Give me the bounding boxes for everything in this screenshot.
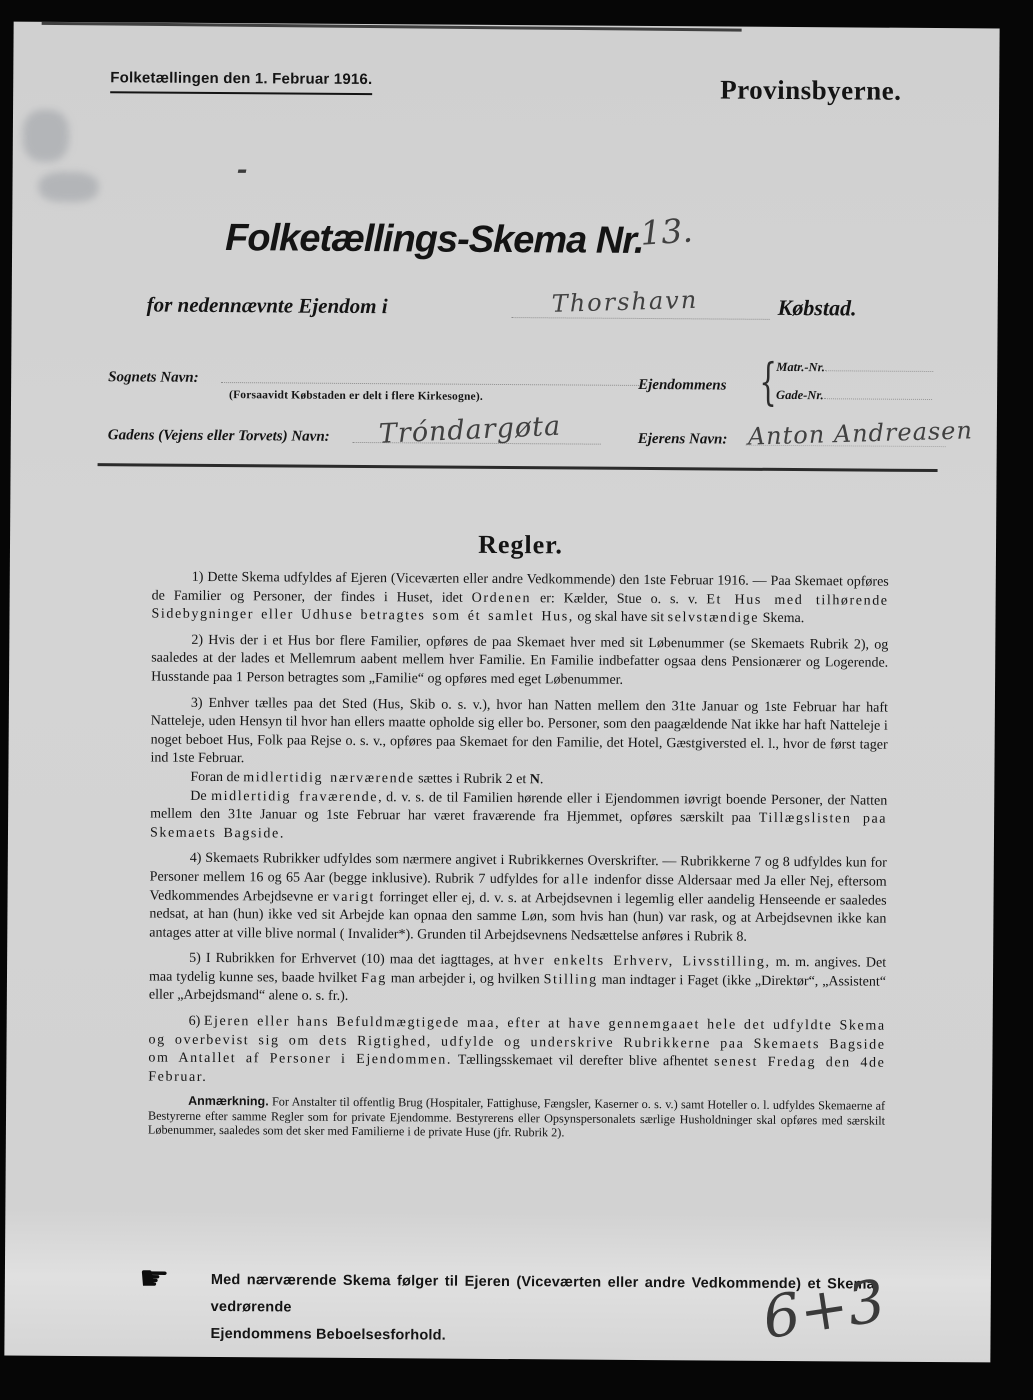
rule-paragraph-3c: De midlertidig fraværende, d. v. s. de til Familien hørende eller i Ejendommen iøvrigt boende Personer, der Natten mellem den 31te Januar og 1ste Februar har været fraværende fra Hjemmet, opføres særskilt paa Tillægslisten paa Skemaets Bagside. (149, 788, 888, 842)
rule-paragraph-3b: Foran de midlertidig nærværende sættes i Rubrik 2 et N. (190, 769, 544, 788)
rule-paragraph-6: 6) Ejeren eller hans Befuldmægtigede maa, efter at have gennemgaaet hele det udfyldte Skema og overbevist sig om dets Rigtighed, udfylde og underskrive Rubrikkerne paa Skemaets Bagside om Antallet af Personer i Ejendommen. Tællingsskemaet vil derefter blive afhentet senest Fredag den 4de Februar. (148, 1013, 886, 1085)
gade-nr-dotted-line (824, 388, 932, 400)
parish-name-dotted-line (221, 362, 639, 386)
parish-name-label: Sognets Navn: (108, 369, 199, 386)
rules-heading: Regler. (478, 529, 563, 560)
subtitle-suffix: Købstad. (777, 294, 857, 321)
rule-paragraph-4: 4) Skemaets Rubrikker udfyldes som nærmere angivet i Rubrikkernes Overskrifter. — Rubrikkerne 7 og 8 udfyldes kun for Personer mellem 16 og 65 Aar (begge inklusive). Rubrik 7 udfyldes for alle indenfor disse Aldersaar med Ja eller Nej, eftersom Vedkommendes Arbejdsevne er varigt forringet eller ej, d. v. s. at Arbejdsevnen i legemlig eller aandelig Henseende er saaledes nedsat, at han (hun) ikke ved sit Arbejde kan opnaa den samme Løn, som hvis han (hun) var rask, og at Arbejdsevnen ikke kan antages atter at ville blive normal ( Invalider*). Grunden til Arbejdsevnens Nedsættelse anføres i Rubrik 8. (149, 851, 887, 945)
rule-paragraph-1: 1) Dette Skema udfyldes af Ejeren (Viceværten eller andre Vedkommende) den 1ste Februar 1916. — Paa Skemaet opføres de Familier og Personer, der findes i Huset, idet Ordenen er: Kælder, Stue o. s. v. Et Hus med tilhørende Sidebygninger eller Udhuse betragtes som ét samlet Hus, og skal have sit selvstændige Skema. (151, 569, 889, 627)
parish-name-footnote: (Forsaavidt Købstaden er delt i flere Kirkesogne). (229, 389, 484, 403)
street-name-label: Gadens (Vejens eller Torvets) Navn: (107, 427, 330, 445)
census-date-heading: Folketællingen den 1. Februar 1916. (110, 69, 372, 95)
gade-nr-label: Gade-Nr. (776, 387, 824, 403)
footer-note-line1: Med nærværende Skema følger til Ejeren (Viceværten eller andre Vedkommende) et Skema vedrørende (210, 1271, 875, 1316)
census-form-page (4, 22, 999, 1363)
ink-bleedthrough-ghost (38, 172, 98, 202)
remark-paragraph: Anmærkning. For Anstalter til offentlig Brug (Hospitaler, Fattighuse, Fængsler, Kaserner o. s. v.) samt Hoteller o. l. udfyldes Skemaerne af Bestyrerne efter samme Regler som for private Ejendomme. Bestyrerens eller Opsynspersonalets særlige Husholdninger skal opføres med særskilt Løbenummer, saaledes som det sker med Familierne i de private Huse (jfr. Rubrik 2). (147, 1094, 886, 1140)
ink-bleedthrough-ghost (23, 110, 69, 162)
matr-nr-label: Matr.-Nr. (776, 359, 825, 375)
handwritten-owner-name: Anton Andreasen (747, 416, 974, 451)
handwritten-form-number: 13. (639, 210, 694, 253)
owner-name-label: Ejerens Navn: (637, 430, 728, 448)
pointing-hand-icon: ☛ (138, 1258, 170, 1299)
gade-nr-field (776, 388, 932, 404)
rule-paragraph-5: 5) I Rubrikken for Erhvervet (10) maa det iagttages, at hver enkelts Erhverv, Livsstilling, m. m. angives. Det maa tydelig kunne ses, baade hvilket Fag man arbejder i, og hvilken Stilling man indtager i Faget (ikke „Direktør“, „Assistent“ eller „Arbejdsmand“ alene o. s. fr.). (148, 951, 887, 1005)
rules-text-block (148, 569, 889, 1143)
handwritten-total: 6+3 (758, 1266, 890, 1353)
section-divider-rule (98, 463, 938, 472)
subtitle-prefix: for nedennævnte Ejendom i (146, 292, 388, 319)
scan-streak-artifact (42, 22, 742, 32)
handwritten-street-name: Tróndargøta (378, 410, 562, 450)
rule-paragraph-3: 3) Enhver tælles paa det Sted (Hus, Skib o. s. v.), hvor han Natten mellem den 31te Januar og 1ste Februar har haft Natteleje, uden Hensyn til hvor han ellers maatte opholde sig eller bo. Personer, som den paagældende Nat ikke har haft Natteleje i noget beboet Hus, Folk paa Rejse o. s. v., opføres paa Skemaet for den Familie, det Hotel, Gæstgiversted el. l., hvor de først tager ind 1ste Februar. (150, 695, 888, 767)
provinsbyerne-heading: Provinsbyerne. (720, 74, 902, 106)
matr-nr-field (776, 360, 933, 376)
rule-paragraph-2: 2) Hvis der i et Hus bor flere Familier, opføres de paa Skemaet hver med sit Løbenummer (se Skemaets Rubrik 2), og saaledes at der lades et Mellemrum aabent mellem hver Familie. En Familie indbefatter ogsaa dens Pensionærer og Logerende. Husstande paa 1 Person betragtes som „Familie“ og opføres med eget Løbenummer. (151, 632, 889, 688)
brace-glyph: { (759, 352, 778, 411)
property-label: Ejendommens (638, 376, 727, 394)
handwritten-dash-mark: - (236, 155, 248, 186)
footer-note-line2: Ejendommens Beboelsesforhold. (210, 1325, 446, 1344)
handwritten-town-name: Thorshavn (551, 285, 699, 318)
form-title: Folketællings-Skema Nr. (225, 217, 644, 262)
matr-nr-dotted-line (825, 360, 933, 372)
